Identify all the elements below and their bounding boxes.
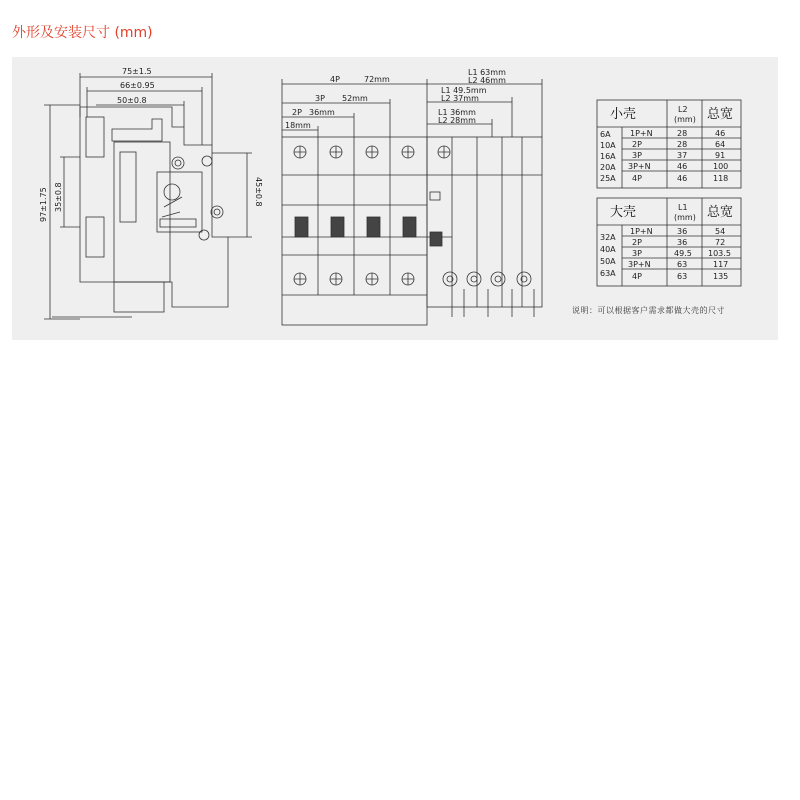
large-row-pole: 3P (632, 249, 642, 258)
dim-2p-value: 36mm (309, 108, 335, 117)
small-row-width: 64 (715, 140, 726, 149)
small-l2-header: L2 (678, 105, 688, 114)
small-row-l2: 46 (677, 162, 688, 171)
large-l1-unit: (mm) (674, 213, 696, 222)
small-row-l2: 46 (677, 174, 688, 183)
dim-l2-46: L2 46mm (468, 76, 506, 85)
small-current-20a: 20A (600, 163, 616, 172)
dim-4p-value: 72mm (364, 75, 390, 84)
small-row-width: 118 (713, 174, 729, 183)
dim-width-outer: 75±1.5 (122, 67, 152, 76)
small-current-16a: 16A (600, 152, 616, 161)
large-row-l1: 63 (677, 272, 688, 281)
large-current-63a: 63A (600, 269, 616, 278)
large-row-l1: 49.5 (674, 249, 692, 258)
large-row-pole: 3P+N (628, 260, 651, 269)
small-row-l2: 28 (677, 140, 688, 149)
dim-3p-value: 52mm (342, 94, 368, 103)
dim-height-right: 45±0.8 (254, 177, 263, 207)
small-shell-title: 小壳 (610, 107, 637, 122)
large-row-l1: 36 (677, 227, 688, 236)
small-current-6a: 6A (600, 130, 611, 139)
small-current-25a: 25A (600, 174, 616, 183)
dimension-drawing (12, 57, 778, 340)
side-view (44, 73, 252, 319)
note-text: 说明：可以根据客户需求都做大壳的尺寸 (572, 306, 725, 315)
large-current-32a: 32A (600, 233, 616, 242)
small-row-width: 100 (713, 162, 729, 171)
dim-l1-63: L1 63mm (468, 68, 506, 77)
large-total-width-header: 总宽 (707, 205, 734, 220)
small-row-pole: 4P (632, 174, 642, 183)
dim-width-inner: 50±0.8 (117, 96, 147, 105)
small-total-width-header: 总宽 (707, 107, 734, 122)
dim-width-mid: 66±0.95 (120, 81, 155, 90)
small-row-pole: 2P (632, 140, 642, 149)
small-current-10a: 10A (600, 141, 616, 150)
small-row-pole: 1P+N (630, 129, 653, 138)
large-shell-title: 大壳 (610, 205, 637, 220)
large-row-pole: 2P (632, 238, 642, 247)
page-title: 外形及安装尺寸 (mm) (12, 25, 153, 41)
small-row-l2: 37 (677, 151, 688, 160)
large-row-width: 117 (713, 260, 729, 269)
small-shell-table (597, 100, 741, 188)
large-current-40a: 40A (600, 245, 616, 254)
large-l1-header: L1 (678, 203, 688, 212)
large-row-l1: 36 (677, 238, 688, 247)
drawing-panel (12, 57, 778, 340)
small-row-width: 46 (715, 129, 726, 138)
large-row-pole: 1P+N (630, 227, 653, 236)
dim-l1-495: L1 49.5mm (441, 86, 487, 95)
large-row-width: 103.5 (708, 249, 731, 258)
small-row-l2: 28 (677, 129, 688, 138)
dim-3p-label: 3P (315, 94, 325, 103)
dim-height-left: 35±0.8 (54, 182, 63, 212)
large-row-pole: 4P (632, 272, 642, 281)
dim-4p-label: 4P (330, 75, 340, 84)
small-row-pole: 3P (632, 151, 642, 160)
small-l2-unit: (mm) (674, 115, 696, 124)
dim-height-total: 97±1.75 (39, 187, 48, 222)
large-row-width: 54 (715, 227, 726, 236)
large-current-50a: 50A (600, 257, 616, 266)
large-row-l1: 63 (677, 260, 688, 269)
dim-1p-value: 18mm (285, 121, 311, 130)
small-row-pole: 3P+N (628, 162, 651, 171)
small-row-width: 91 (715, 151, 726, 160)
dim-l2-28: L2 28mm (438, 116, 476, 125)
dimension-labels (39, 67, 506, 222)
dim-2p-label: 2P (292, 108, 302, 117)
large-shell-table (597, 198, 741, 286)
dim-l1-36: L1 36mm (438, 108, 476, 117)
dim-l2-37: L2 37mm (441, 94, 479, 103)
large-row-width: 72 (715, 238, 726, 247)
large-row-width: 135 (713, 272, 729, 281)
